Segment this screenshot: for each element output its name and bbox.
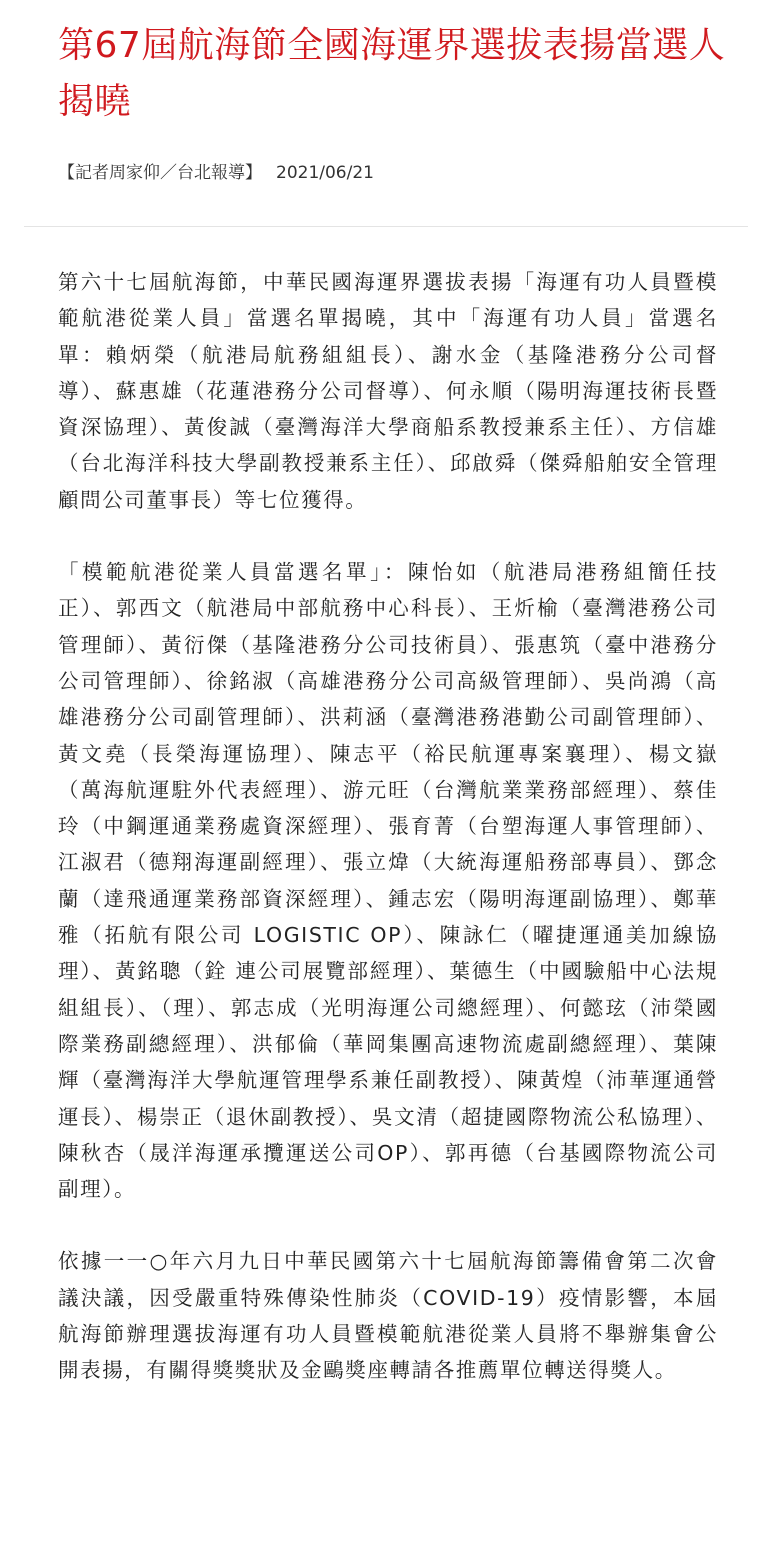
divider: [24, 226, 748, 227]
paragraph-notice: 依據一一○年六月九日中華民國第六十七屆航海節籌備會第二次會議決議，因受嚴重特殊傳染性肺炎（COVID-19）疫情影響，本屆航海節辦理選拔海運有功人員暨模範航港從業人員將不舉辦集會公開表揚，有關得獎獎狀及金鷗獎座轉請各推薦單位轉送得獎人。: [58, 1249, 718, 1383]
article-headline: 第67屆航海節全國海運界選拔表揚當選人 揭曉: [58, 25, 726, 122]
paragraph-awardees-model: 「模範航港從業人員當選名單」：陳怡如（航港局港務組簡任技正）、郭西文（航港局中部航務中心科長）、王炘榆（臺灣港務公司管理師）、黃衍傑（基隆港務分公司技術員）、張惠筑（臺中港務分公司管理師）、徐銘淑（高雄港務分公司高級管理師）、吳尚鴻（高雄港務分公司副管理師）、洪莉涵（臺灣港務港勤公司副管理師）、黃文堯（長榮海運協理）、陳志平（裕民航運專案襄理）、楊文嶽（萬海航運駐外代表經理）、游元旺（台灣航業業務部經理）、蔡佳玲（中鋼運通業務處資深經理）、張育菁（台塑海運人事管理師）、江淑君（德翔海運副經理）、張立煒（大統海運船務部專員）、鄧念蘭（達飛通運業務部資深經理）、鍾志宏（陽明海運副協理）、鄭華雅（拓航有限公司 LOGISTIC OP）、陳詠仁（曜捷運通美加線協理）、黃銘聰（銓 連公司展覽部經理）、葉德生（中國驗船中心法規組組長）、（理）、郭志成（光明海運公司總經理）、何懿玹（沛榮國際業務副總經理）、洪郁倫（華岡集團高速物流處副總經理）、葉陳輝（臺灣海洋大學航運管理學系兼任副教授）、陳黃煌（沛華運通營運長）、楊崇正（退休副教授）、吳文清（超捷國際物流公私協理）、陳秋杏（晟洋海運承攬運送公司OP）、郭再德（台基國際物流公司副理）。: [58, 560, 718, 1202]
paragraph-awardees-merit: 第六十七屆航海節，中華民國海運界選拔表揚「海運有功人員暨模範航港從業人員」當選名單揭曉，其中「海運有功人員」當選名單：賴炳榮（航港局航務組組長）、謝水金（基隆港務分公司督導）、蘇惠雄（花蓮港務分公司督導）、何永順（陽明海運技術長暨資深協理）、黃俊誠（臺灣海洋大學商船系教授兼系主任）、方信雄（台北海洋科技大學副教授兼系主任）、邱啟舜（傑舜船舶安全管理顧問公司董事長）等七位獲得。: [58, 270, 718, 512]
article-meta: [58, 158, 374, 183]
byline: 【記者周家仰／台北報導】: [58, 163, 262, 183]
article-body: [58, 264, 718, 1425]
publish-date: 2021/06/21: [276, 163, 374, 183]
